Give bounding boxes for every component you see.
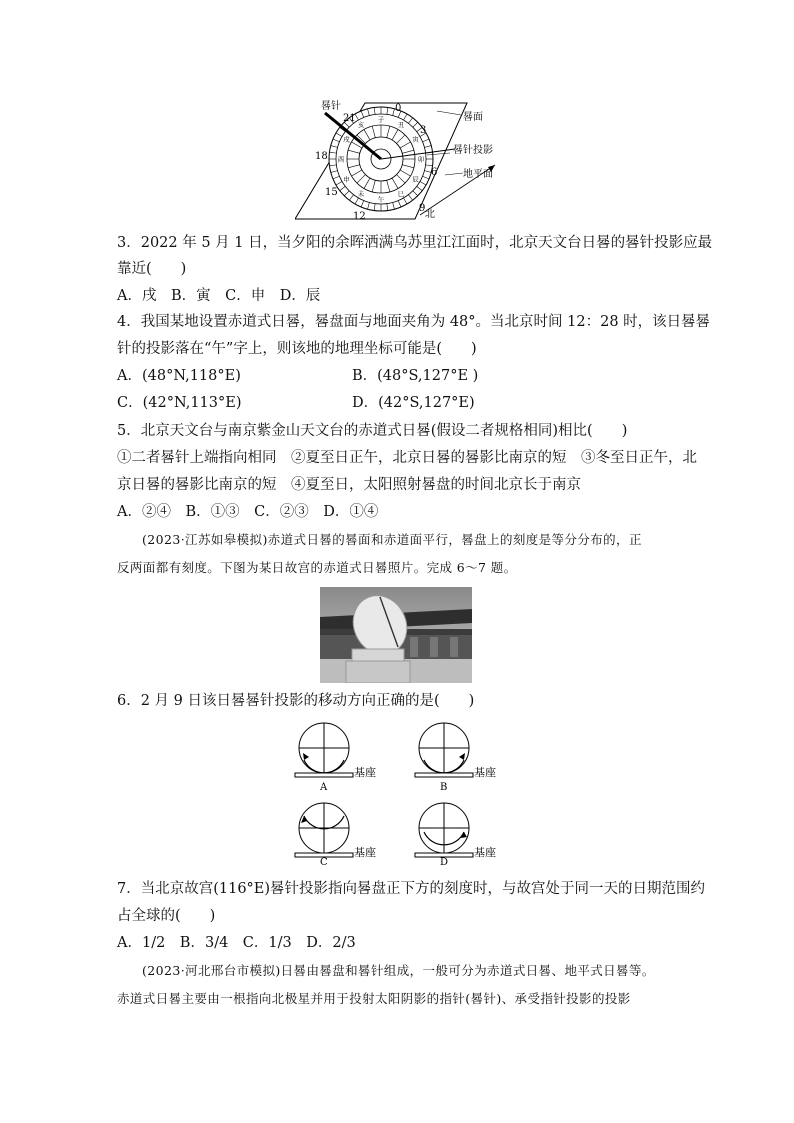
q6-base-label-b: 基座 (474, 766, 496, 779)
q6-dial-a (295, 723, 353, 777)
face-label: 晷面 (463, 112, 483, 123)
ground-label: 地平面 (463, 169, 493, 180)
intro3-line1: (2023·河北邢台市模拟)日晷由晷盘和晷针组成，一般可分为赤道式日晷、地平式日晷等。 (142, 963, 655, 978)
q6-base-label-c: 基座 (354, 846, 376, 859)
dial-branch-char: 寅 (412, 135, 419, 144)
hour-3: 3 (420, 125, 427, 136)
q5-stem-line3: 京日晷的晷影比南京的短 ④夏至日，太阳照射晷盘的时间北京长于南京 (117, 477, 581, 493)
hour-21: 21 (343, 113, 356, 124)
q3-stem-line2: 靠近( ) (117, 261, 187, 277)
q4-option-a: A．(48°N,118°E) (117, 368, 241, 384)
hour-6: 6 (431, 167, 438, 178)
q6-dial-c (295, 803, 353, 857)
dial-branch-char: 巳 (397, 190, 405, 199)
q5-options: A．②④ B．①③ C．②③ D．①④ (117, 504, 379, 520)
shadow-label: 晷针投影 (453, 145, 493, 156)
q6-letter-d: D (440, 857, 449, 865)
hour-0: 0 (395, 103, 402, 114)
q6-letter-b: B (440, 782, 448, 793)
q6-dial-b (415, 723, 473, 777)
q6-letter-c: C (320, 857, 328, 865)
dial-branch-char: 酉 (337, 155, 345, 164)
dial-branch-char: 亥 (357, 120, 365, 129)
hour-12: 12 (353, 211, 366, 222)
intro2-line1: (2023·江苏如皋模拟)赤道式日晷的晷面和赤道面平行，晷盘上的刻度是等分分布的，正 (142, 532, 642, 547)
q3-options: A．戌 B．寅 C．申 D．辰 (117, 288, 321, 304)
dial-branch-char: 戌 (343, 135, 350, 144)
hour-15: 15 (325, 187, 338, 198)
sundial-diagram (295, 95, 515, 223)
q5-stem-line1: 5．北京天文台与南京紫金山天文台的赤道式日晷(假设二者规格相同)相比( ) (117, 423, 628, 439)
dial-branch-char: 未 (357, 190, 365, 199)
dial-branch-char: 午 (377, 195, 385, 204)
hour-9: 9 (419, 203, 426, 214)
q7-stem-line1: 7．当北京故宫(116°E)晷针投影指向晷盘正下方的刻度时，与故宫处于同一天的日期范围约 (117, 881, 706, 897)
dial-branch-char: 卯 (417, 155, 425, 164)
q4-option-c: C．(42°N,113°E) (117, 395, 242, 411)
north-label: 北 (425, 209, 435, 220)
dial-branch-char: 丑 (397, 120, 405, 129)
sundial-photo (320, 587, 472, 683)
q4-stem-line2: 针的投影落在“午”字上，则该地的地理坐标可能是( ) (117, 341, 477, 357)
q6-base-label-d: 基座 (474, 846, 496, 859)
dial-branch-char: 辰 (412, 175, 419, 184)
q6-dial-d (415, 803, 473, 857)
q7-stem-line2: 占全球的( ) (117, 908, 216, 924)
q6-letter-a: A (320, 782, 328, 793)
intro2-line2: 反两面都有刻度。下图为某日故宫的赤道式日晷照片。完成 6～7 题。 (117, 560, 517, 575)
q6-base-label-a: 基座 (354, 766, 376, 779)
needle-label: 晷针 (321, 101, 341, 112)
q4-option-d: D．(42°S,127°E) (352, 395, 475, 411)
q4-option-b: B．(48°S,127°E ) (352, 368, 479, 384)
q4-stem-line1: 4．我国某地设置赤道式日晷，晷盘面与地面夹角为 48°。当北京时间 12：28 时，该日晷晷 (117, 314, 711, 330)
q7-options: A．1/2 B．3/4 C．1/3 D．2/3 (117, 935, 356, 951)
intro3-line2: 赤道式日晷主要由一根指向北极星并用于投射太阳阴影的指针(晷针)、承受指针投影的投影 (117, 991, 631, 1006)
q5-stem-line2: ①二者晷针上端指向相同 ②夏至日正午，北京日晷的晷影比南京的短 ③冬至日正午，北 (117, 450, 697, 466)
dial-branch-char: 申 (343, 175, 350, 184)
q6-options-figure (290, 720, 510, 865)
dial-branch-char: 子 (377, 115, 385, 124)
q3-stem-line1: 3．2022 年 5 月 1 日，当夕阳的余晖洒满乌苏里江江面时，北京天文台日晷的晷针投影应最 (117, 235, 713, 251)
hour-18: 18 (315, 151, 328, 162)
q6-stem: 6．2 月 9 日该日晷晷针投影的移动方向正确的是( ) (117, 693, 475, 709)
